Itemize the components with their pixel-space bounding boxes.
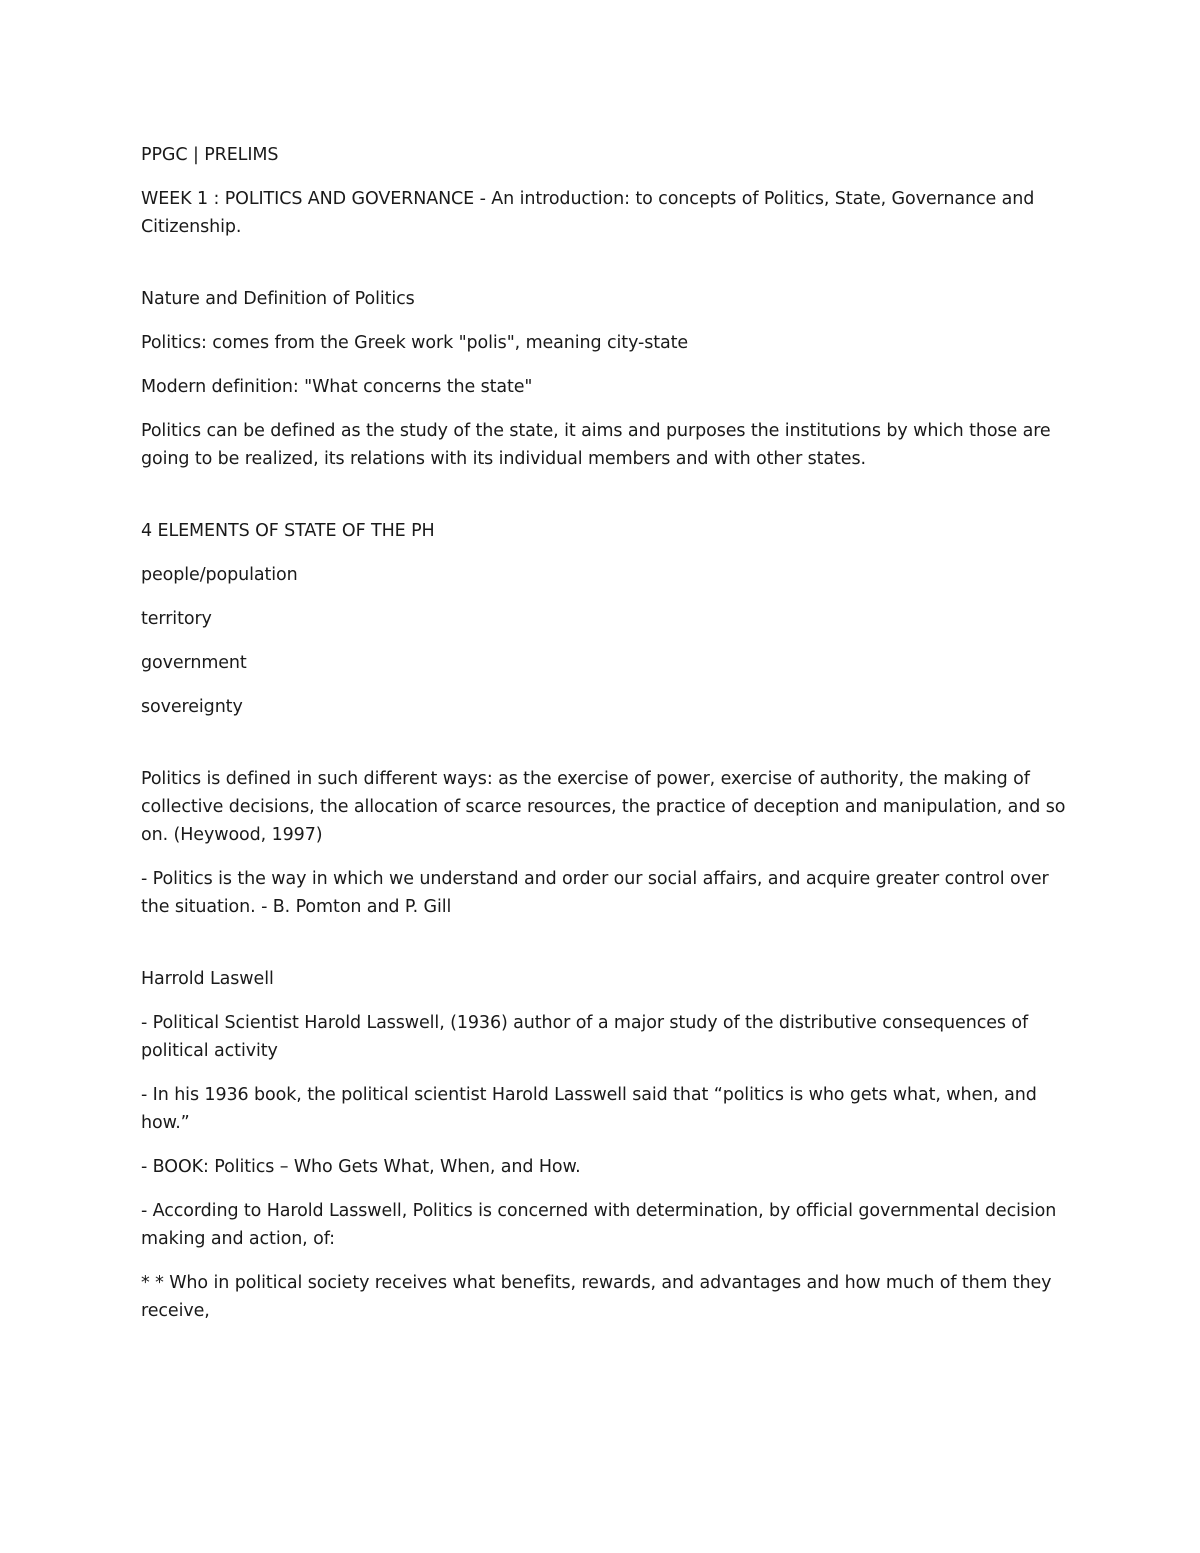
paragraph: - Politics is the way in which we understand and order our social affairs, and acquire greater control over the situation. - B. Pomton and P. Gill — [141, 869, 1049, 917]
spacer — [141, 937, 1066, 965]
section-heading-elements: 4 ELEMENTS OF STATE OF THE PH — [141, 521, 435, 541]
paragraph: - According to Harold Lasswell, Politics is concerned with determination, by official governmental decision making and action, of: — [141, 1201, 1057, 1249]
section-heading-politics: Nature and Definition of Politics — [141, 289, 415, 309]
spacer — [141, 737, 1066, 765]
paragraph: * * Who in political society receives what benefits, rewards, and advantages and how much of them they receive, — [141, 1273, 1052, 1321]
paragraph: Politics can be defined as the study of the state, it aims and purposes the institutions by which those are going to be realized, its relations with its individual members and with other states. — [141, 421, 1051, 469]
section-heading-laswell: Harrold Laswell — [141, 969, 274, 989]
document-header: PPGC | PRELIMS — [141, 145, 279, 165]
list-item: government — [141, 653, 247, 673]
paragraph: - In his 1936 book, the political scientist Harold Lasswell said that “politics is who gets what, when, and how.” — [141, 1085, 1037, 1133]
document-body — [141, 141, 1066, 1341]
list-item: people/population — [141, 565, 298, 585]
spacer — [141, 257, 1066, 285]
paragraph: - BOOK: Politics – Who Gets What, When, and How. — [141, 1157, 581, 1177]
paragraph: Modern definition: "What concerns the state" — [141, 377, 533, 397]
paragraph: Politics is defined in such different ways: as the exercise of power, exercise of authority, the making of collective decisions, the allocation of scarce resources, the practice of deception and manipulation, and so on. (Heywood, 1997) — [141, 769, 1066, 845]
paragraph: - Political Scientist Harold Lasswell, (1936) author of a major study of the distributive consequences of political activity — [141, 1013, 1029, 1061]
paragraph: Politics: comes from the Greek work "polis", meaning city-state — [141, 333, 689, 353]
list-item: territory — [141, 609, 212, 629]
list-item: sovereignty — [141, 697, 243, 717]
week-title: WEEK 1 : POLITICS AND GOVERNANCE - An introduction: to concepts of Politics, State, Governance and Citizenship. — [141, 189, 1035, 237]
spacer — [141, 489, 1066, 517]
